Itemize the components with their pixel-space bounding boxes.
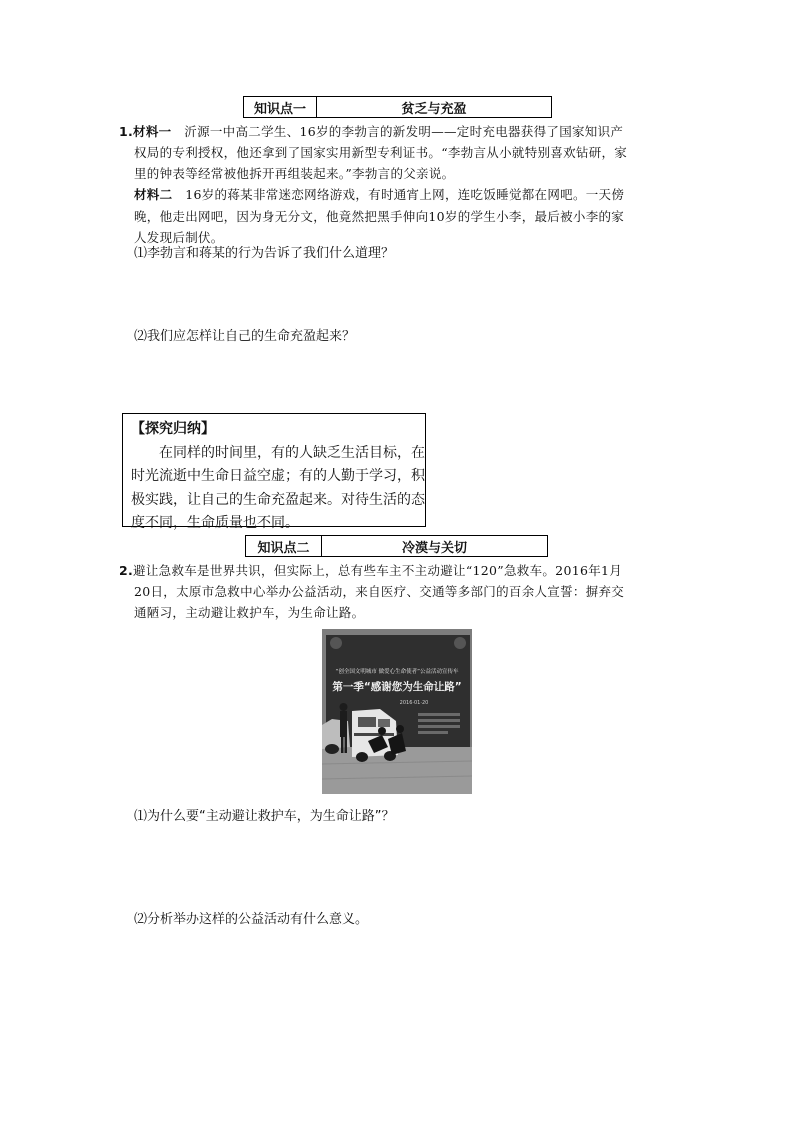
- inquiry-summary-line-2: 时光流逝中生命日益空虚；有的人勤于学习，积: [131, 468, 425, 484]
- q2-subquestion-2: ⑵分析举办这样的公益活动有什么意义。: [134, 912, 369, 927]
- q1-material-1-line-3: 里的钟表等经常被他拆开再组装起来。”李勃言的父亲说。: [134, 166, 455, 181]
- knowledge-point-2-label: 知识点二: [257, 540, 310, 556]
- q2-text-line-1: 2.避让急救车是世界共识，但实际上，总有些车主不主动避让“120”急救车。2016年1月: [119, 563, 623, 578]
- q2-number: 2.: [119, 563, 134, 578]
- inquiry-summary-box: [122, 413, 426, 531]
- inquiry-summary-line-1: 在同样的时间里，有的人缺乏生活目标，在: [159, 444, 425, 461]
- inquiry-summary-line-3: 极实践，让自己的生命充盈起来。对待生活的态: [131, 491, 425, 508]
- inquiry-summary-title: 【探究归纳】: [131, 421, 215, 437]
- banner-date-text: 2016·01·20: [399, 700, 429, 706]
- banner-small-text: “创全国文明城市 做爱心生命使者”公益活动宣传车: [335, 669, 459, 675]
- knowledge-point-1-topic: 贫乏与充盈: [316, 97, 551, 117]
- q1-material-1-line-2: 权局的专利授权，他还拿到了国家实用新型专利证书。“李勃言从小就特别喜欢钻研，家: [134, 145, 628, 160]
- knowledge-point-2-topic: 冷漠与关切: [321, 536, 547, 556]
- q1-subquestion-1: ⑴李勃言和蒋某的行为告诉了我们什么道理？: [134, 246, 395, 261]
- banner-title-text: 第一季“感谢您为生命让路”: [332, 681, 462, 693]
- q2-text-line-2: 20日，太原市急救中心举办公益活动，来自医疗、交通等多部门的百余人宣誓：摒弃交: [134, 584, 625, 599]
- q1-number: 1.: [119, 124, 134, 139]
- inquiry-summary-line-4: 度不同，生命质量也不同。: [131, 515, 299, 531]
- q1-material-2-line-3: 人发现后制伏。: [134, 230, 224, 245]
- q1-material-2-line-1: 材料二 16岁的蒋某非常迷恋网络游戏，有时通宵上网，连吃饭睡觉都在网吧。一天傍: [134, 187, 625, 202]
- q2-text-line-3: 通陋习，主动避让救护车，为生命让路。: [134, 605, 365, 620]
- knowledge-point-1-header: [243, 96, 552, 118]
- q1-material-2-line-2: 晚，他走出网吧，因为身无分文，他竟然把黑手伸向10岁的学生小李，最后被小李的家: [134, 209, 625, 224]
- q1-material-1-label: 材料一: [133, 124, 172, 139]
- q1-subquestion-2: ⑵我们应怎样让自己的生命充盈起来？: [134, 329, 356, 344]
- q2-subquestion-1: ⑴为什么要“主动避让救护车，为生命让路”？: [134, 809, 395, 824]
- q1-material-2-label: 材料二: [134, 187, 173, 202]
- q1-material-1-line-1: 1.材料一 沂源一中高二学生、16岁的李勃言的新发明——定时充电器获得了国家知识产: [119, 124, 624, 139]
- knowledge-point-1-label: 知识点一: [253, 101, 306, 117]
- knowledge-point-2-header: [245, 535, 548, 557]
- ambulance-event-photo: [322, 629, 472, 794]
